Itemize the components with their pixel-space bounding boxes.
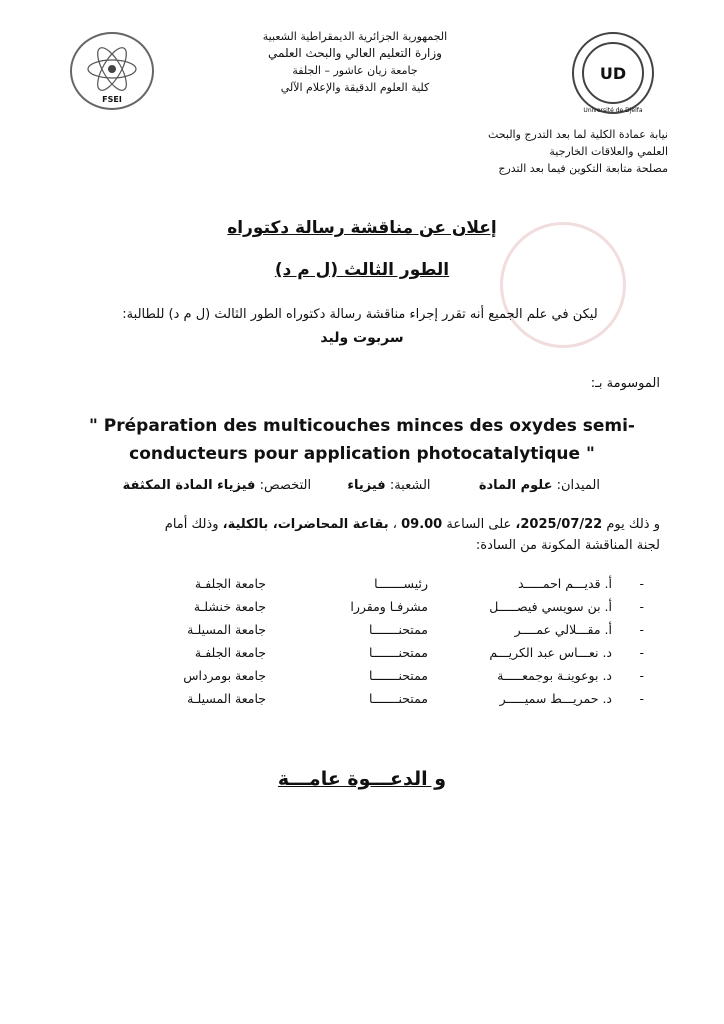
branch-value: فيزياء: [347, 478, 386, 493]
jury-member-role: ممتحنـــــــا: [369, 645, 428, 660]
jury-member-role: ممتحنـــــــا: [369, 691, 428, 706]
jury-member-university: جامعة الجلفـة: [194, 576, 266, 591]
field-info: [120, 478, 600, 493]
announcement-subtitle: الطور الثالث (ل م د): [274, 260, 450, 280]
jury-row: [0, 645, 724, 667]
jury-bullet: -: [639, 668, 644, 683]
jury-member-role: ممتحنـــــــا: [369, 668, 428, 683]
jury-bullet: -: [639, 691, 644, 706]
branch-label: الشعبة:: [389, 478, 431, 493]
office-line-1: نيابة عمادة الكلية لما بعد التدرج والبحث: [487, 128, 668, 141]
jury-member-name: أ. قديـــم احمـــــد: [517, 576, 612, 591]
jury-member-name: د. حمريـــط سميـــــر: [499, 691, 612, 706]
university-logo-text: Université de Djelfa: [583, 107, 643, 114]
schedule-suffix: وذلك أمام: [164, 517, 219, 532]
jury-member-name: د. بوعوينـة بوجمعـــــة: [497, 668, 612, 683]
committee-line: لجنة المناقشة المكونة من السادة:: [475, 538, 660, 553]
jury-member-university: جامعة المسيلـة: [187, 622, 266, 637]
student-name: سربوت وليد: [320, 330, 404, 346]
defense-time: 09.00: [401, 517, 443, 532]
jury-bullet: -: [639, 645, 644, 660]
faculty-logo-text: FSEI: [102, 95, 122, 104]
spec-label: التخصص:: [259, 478, 312, 493]
jury-bullet: -: [639, 599, 644, 614]
jury-member-role: ممتحنـــــــا: [369, 622, 428, 637]
closing-invitation: و الدعـــوة عامـــة: [277, 768, 447, 790]
jury-member-role: مشرفـا ومقررا: [350, 599, 428, 614]
jury-row: [0, 668, 724, 690]
jury-bullet: -: [639, 622, 644, 637]
jury-row: [0, 691, 724, 713]
header-line-3: جامعة زيان عاشور – الجلفة: [292, 64, 418, 77]
atom-icon: [77, 39, 147, 103]
faculty-logo: [70, 32, 154, 110]
university-monogram: UD: [599, 63, 627, 83]
thesis-title: " Préparation des multicouches minces des oxydes semi-conducteurs pour application photocatalytique ": [89, 416, 635, 464]
defense-location: بقاعة المحاضرات، بالكلية،: [222, 517, 389, 532]
domain-value: علوم المادة: [478, 478, 553, 493]
jury-row: [0, 599, 724, 621]
header-line-4: كلية العلوم الدقيقة والإعلام الآلي: [280, 81, 430, 94]
schedule-line: و ذلك يوم 2025/07/22، على الساعة 09.00 ، بقاعة المحاضرات، بالكلية، وذلك أمام: [164, 517, 660, 532]
header-line-1: الجمهورية الجزائرية الديمقراطية الشعبية: [262, 30, 448, 43]
jury-member-role: رئيســـــــا: [374, 576, 428, 591]
intro-text: ليكن في علم الجميع أنه تقرر إجراء مناقشة رسالة دكتوراه الطور الثالث (ل م د) للطالبة:: [122, 307, 598, 322]
jury-row: [0, 576, 724, 598]
spec-value: فيزياء المادة المكثفة: [122, 478, 256, 493]
jury-member-university: جامعة خنشلـة: [193, 599, 266, 614]
schedule-prefix: و ذلك يوم: [606, 517, 660, 532]
header-line-2: وزارة التعليم العالي والبحث العلمي: [268, 46, 442, 60]
office-line-2: العلمي والعلاقات الخارجية: [549, 145, 668, 158]
jury-member-name: أ. مقـــلالي عمــــر: [514, 622, 612, 637]
university-logo: [572, 32, 654, 114]
jury-member-university: جامعة بومرداس: [183, 668, 266, 683]
office-line-3: مصلحة متابعة التكوين فيما بعد التدرج: [498, 162, 668, 175]
jury-member-university: جامعة الجلفـة: [194, 645, 266, 660]
jury-row: [0, 622, 724, 644]
titled-label: الموسومة بـ:: [590, 376, 660, 391]
jury-member-name: أ. بن سويسي فيصـــــل: [489, 599, 612, 614]
office-header: [440, 126, 668, 177]
government-header: [240, 28, 470, 96]
jury-member-university: جامعة المسيلـة: [187, 691, 266, 706]
jury-bullet: -: [639, 576, 644, 591]
jury-member-name: د. نعـــاس عبد الكريـــم: [489, 645, 612, 660]
time-label: على الساعة: [446, 517, 512, 532]
announcement-title: إعلان عن مناقشة رسالة دكتوراه: [227, 218, 497, 238]
defense-date: 2025/07/22،: [515, 517, 603, 532]
domain-label: الميدان:: [556, 478, 600, 493]
